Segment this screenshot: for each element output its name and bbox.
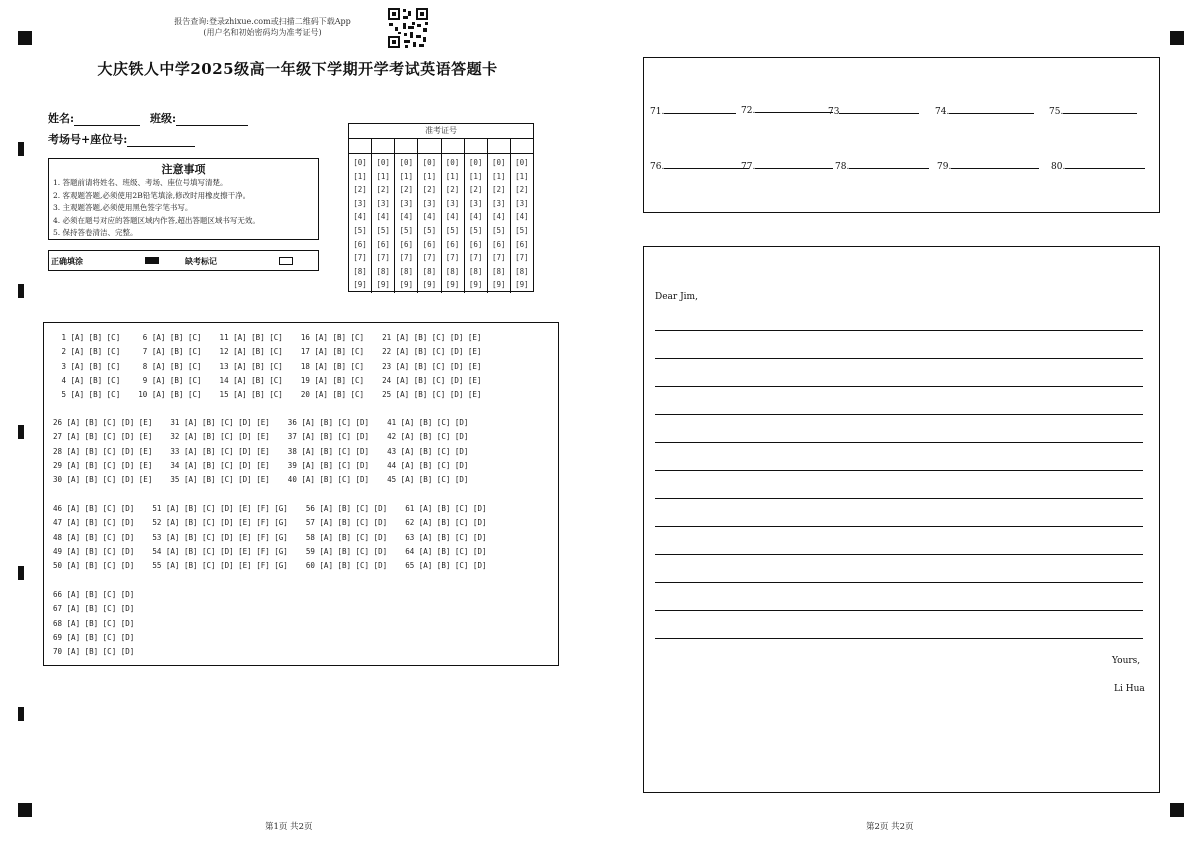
fill-in-blank-area (643, 57, 1160, 213)
admission-digit-column (395, 154, 418, 293)
fill-legend (48, 250, 319, 271)
admission-digit-bubble[interactable]: [4] (492, 212, 506, 222)
page-number-right: 第2页 共2页 (866, 822, 914, 832)
notice-title: 注意事项 (161, 163, 206, 176)
fill-blank-item[interactable] (1051, 159, 1145, 172)
admission-digit-bubble[interactable]: [6] (445, 239, 460, 249)
essay-signature: Li Hua (1114, 684, 1145, 694)
essay-writing-line[interactable] (655, 498, 1143, 499)
fill-blank-line[interactable] (664, 159, 749, 169)
alignment-marker (1170, 803, 1184, 817)
timing-mark (18, 284, 24, 298)
admission-digit-bubble[interactable]: [2] (468, 185, 483, 195)
admission-digit-bubble[interactable]: [8] (353, 266, 367, 276)
admission-digit-bubble[interactable]: [8] (399, 266, 414, 276)
choice-question-row[interactable]: 28 [A] [B] [C] [D] [E] 33 [A] [B] [C] [D] [E] 38 [A] [B] [C] [D] 43 [A] [B] [C] [D] (53, 446, 469, 456)
admission-digit-bubble[interactable]: [1] (399, 171, 414, 181)
fill-blank-number: 79. (937, 162, 952, 172)
admission-digit-bubble[interactable]: [3] (445, 198, 460, 208)
choice-question-row[interactable]: 27 [A] [B] [C] [D] [E] 32 [A] [B] [C] [D] [E] 37 [A] [B] [C] [D] 42 [A] [B] [C] [D] (53, 432, 469, 442)
essay-salutation: Dear Jim, (655, 292, 698, 302)
admission-digit-bubble[interactable]: [0] (399, 158, 414, 167)
choice-question-row[interactable]: 50 [A] [B] [C] [D] 55 [A] [B] [C] [D] [E] [F] [G] 60 [A] [B] [C] [D] 65 [A] [B] [C] [D] (53, 561, 487, 571)
admission-digit-bubble[interactable]: [5] (492, 225, 506, 235)
fill-blank-line[interactable] (949, 104, 1034, 114)
fill-blank-item[interactable] (828, 104, 919, 117)
essay-writing-line[interactable] (655, 358, 1143, 359)
multiple-choice-area (43, 322, 559, 666)
admission-digit-column (372, 154, 395, 293)
fill-blank-line[interactable] (755, 159, 833, 169)
fill-blank-number: 73 (828, 107, 840, 117)
fill-blank-item[interactable] (937, 159, 1039, 172)
admission-digit-bubble[interactable]: [5] (445, 225, 460, 235)
admission-digit-bubble[interactable]: [7] (468, 253, 483, 263)
name-label: 姓名: (48, 112, 75, 125)
admission-digit-bubble[interactable]: [7] (353, 253, 367, 263)
essay-writing-line[interactable] (655, 330, 1143, 331)
admission-digit-input[interactable] (465, 139, 488, 153)
fill-blank-item[interactable] (935, 104, 1034, 117)
admission-digit-bubble[interactable]: [4] (422, 212, 437, 222)
admission-digit-bubble[interactable]: [3] (468, 198, 483, 208)
admission-number-title: 准考证号 (349, 124, 533, 139)
choice-question-row[interactable]: 3 [A] [B] [C] 8 [A] [B] [C] 13 [A] [B] [C] 18 [A] [B] [C] 23 [A] [B] [C] [D] [E] (57, 361, 482, 371)
fill-blank-item[interactable] (741, 159, 833, 172)
essay-writing-line[interactable] (655, 442, 1143, 443)
admission-digit-bubble[interactable]: [9] (492, 280, 506, 290)
class-label: 班级: (150, 112, 177, 125)
admission-digit-input[interactable] (372, 139, 395, 153)
admission-digit-column (418, 154, 441, 293)
admission-digit-bubble[interactable]: [1] (492, 171, 506, 181)
fill-blank-number: 75. (1049, 107, 1064, 117)
admission-digit-bubble[interactable]: [2] (492, 185, 506, 195)
admission-digit-bubble[interactable]: [7] (422, 253, 437, 263)
alignment-marker (18, 31, 32, 45)
report-query-note (160, 16, 365, 38)
admission-digit-bubble[interactable]: [9] (399, 280, 414, 290)
admission-digit-column (511, 154, 533, 293)
name-input-line[interactable] (74, 113, 140, 126)
essay-writing-area (643, 246, 1160, 793)
fill-blank-line[interactable] (664, 104, 736, 114)
admission-digit-bubble[interactable]: [6] (399, 239, 414, 249)
admission-digit-bubble[interactable]: [6] (353, 239, 367, 249)
essay-writing-line[interactable] (655, 470, 1143, 471)
admission-digit-bubble[interactable]: [8] (445, 266, 460, 276)
admission-digit-bubble[interactable]: [0] (445, 158, 460, 167)
notice-item: 1. 答题前请将姓名、班级、考场、座位号填写清楚。 (53, 178, 228, 187)
admission-digit-bubble[interactable]: [7] (376, 253, 390, 263)
login-hint-line: (用户名和初始密码均为准考证号) (203, 28, 322, 37)
page-number-left: 第1页 共2页 (265, 822, 313, 832)
fill-blank-line[interactable] (849, 159, 929, 169)
admission-digit-bubble[interactable]: [1] (376, 171, 390, 181)
correct-fill-label: 正确填涂 (51, 256, 83, 266)
admission-digit-bubble[interactable]: [8] (376, 266, 390, 276)
notice-item: 4. 必须在题号对应的答题区域内作答,超出答题区域书写无效。 (53, 215, 260, 225)
admission-digit-bubble[interactable]: [1] (422, 171, 437, 181)
choice-question-row[interactable]: 67 [A] [B] [C] [D] (53, 604, 135, 614)
admission-digit-bubble[interactable]: [2] (399, 185, 414, 195)
admission-digit-column (349, 154, 372, 293)
notice-item: 2. 客观题答题,必须使用2B铅笔填涂,修改时用橡皮擦干净。 (53, 190, 251, 200)
admission-digit-bubble[interactable]: [2] (353, 185, 367, 195)
choice-question-row[interactable]: 30 [A] [B] [C] [D] [E] 35 [A] [B] [C] [D] [E] 40 [A] [B] [C] [D] 45 [A] [B] [C] [D] (53, 475, 469, 485)
fill-blank-line[interactable] (1065, 159, 1145, 169)
admission-digit-bubble[interactable]: [9] (376, 280, 390, 290)
admission-digit-bubble[interactable]: [6] (515, 239, 529, 249)
admission-digit-bubble[interactable]: [1] (515, 171, 529, 181)
name-field[interactable] (48, 110, 140, 126)
admission-digit-bubble[interactable]: [0] (376, 158, 390, 167)
essay-writing-line[interactable] (655, 638, 1143, 639)
admission-digit-bubble[interactable]: [7] (445, 253, 460, 263)
admission-number-grid (348, 123, 534, 292)
admission-digit-bubble[interactable]: [5] (515, 225, 529, 235)
choice-question-row[interactable]: 29 [A] [B] [C] [D] [E] 34 [A] [B] [C] [D] [E] 39 [A] [B] [C] [D] 44 [A] [B] [C] [D] (53, 460, 469, 470)
correct-fill-sample (145, 257, 159, 264)
admission-digit-input[interactable] (349, 139, 372, 153)
fill-blank-number: 77. (741, 162, 756, 172)
admission-digit-bubble[interactable]: [3] (399, 198, 414, 208)
admission-digit-bubble[interactable]: [9] (445, 280, 460, 290)
admission-digit-bubble[interactable]: [0] (468, 158, 483, 167)
class-field[interactable] (150, 110, 248, 126)
fill-blank-line[interactable] (1063, 104, 1137, 114)
admission-digit-column (465, 154, 488, 293)
choice-question-row[interactable]: 48 [A] [B] [C] [D] 53 [A] [B] [C] [D] [E] [F] [G] 58 [A] [B] [C] [D] 63 [A] [B] [C] [D] (53, 532, 487, 542)
admission-digit-bubble[interactable]: [4] (399, 212, 414, 222)
alignment-marker (18, 803, 32, 817)
admission-number-input-row (349, 139, 533, 154)
admission-digit-bubble[interactable]: [8] (515, 266, 529, 276)
admission-digit-bubble[interactable]: [6] (492, 239, 506, 249)
notice-box (48, 158, 319, 240)
fill-blank-item[interactable] (741, 103, 833, 116)
admission-digit-bubble[interactable]: [0] (422, 158, 437, 167)
admission-digit-bubble[interactable]: [7] (399, 253, 414, 263)
admission-digit-bubble[interactable]: [3] (515, 198, 529, 208)
admission-digit-column (442, 154, 465, 293)
admission-digit-bubble[interactable]: [3] (353, 198, 367, 208)
room-seat-input-line[interactable] (127, 134, 195, 147)
admission-digit-bubble[interactable]: [6] (376, 239, 390, 249)
admission-digit-bubble[interactable]: [6] (468, 239, 483, 249)
choice-question-row[interactable]: 47 [A] [B] [C] [D] 52 [A] [B] [C] [D] [E] [F] [G] 57 [A] [B] [C] [D] 62 [A] [B] [C] [D] (53, 518, 487, 528)
admission-digit-bubble[interactable]: [1] (468, 171, 483, 181)
fill-blank-number: 80. (1051, 162, 1066, 172)
admission-digit-bubble[interactable]: [0] (353, 158, 367, 167)
admission-digit-input[interactable] (488, 139, 511, 153)
admission-digit-bubble[interactable]: [5] (422, 225, 437, 235)
admission-digit-bubble[interactable]: [5] (399, 225, 414, 235)
choice-question-row[interactable]: 68 [A] [B] [C] [D] (53, 618, 135, 628)
choice-question-row[interactable]: 46 [A] [B] [C] [D] 51 [A] [B] [C] [D] [E] [F] [G] 56 [A] [B] [C] [D] 61 [A] [B] [C] [D] (53, 504, 487, 513)
timing-mark (18, 566, 24, 580)
admission-digit-bubble[interactable]: [8] (492, 266, 506, 276)
choice-question-row[interactable]: 1 [A] [B] [C] 6 [A] [B] [C] 11 [A] [B] [C] 16 [A] [B] [C] 21 [A] [B] [C] [D] [E] (57, 333, 482, 342)
admission-digit-bubble[interactable]: [4] (353, 212, 367, 222)
admission-digit-bubble[interactable]: [9] (468, 280, 483, 290)
choice-question-row[interactable]: 5 [A] [B] [C] 10 [A] [B] [C] 15 [A] [B] [C] 20 [A] [B] [C] 25 [A] [B] [C] [D] [E] (57, 390, 482, 400)
absent-mark-box[interactable] (279, 257, 293, 265)
choice-question-row[interactable]: 69 [A] [B] [C] [D] (53, 632, 135, 642)
admission-digit-bubble[interactable]: [0] (515, 158, 529, 167)
timing-mark (18, 707, 24, 721)
admission-digit-bubble[interactable]: [5] (376, 225, 390, 235)
qr-code-icon[interactable] (387, 7, 429, 49)
admission-digit-bubble[interactable]: [0] (492, 158, 506, 167)
admission-digit-bubble[interactable]: [2] (445, 185, 460, 195)
admission-digit-bubble[interactable]: [8] (422, 266, 437, 276)
admission-digit-input[interactable] (418, 139, 441, 153)
choice-question-row[interactable]: 70 [A] [B] [C] [D] (53, 647, 135, 657)
choice-question-row[interactable]: 2 [A] [B] [C] 7 [A] [B] [C] 12 [A] [B] [C] 17 [A] [B] [C] 22 [A] [B] [C] [D] [E] (57, 347, 482, 357)
essay-closing: Yours, (1112, 656, 1141, 666)
report-query-line: 报告查询:登录zhixue.com或扫描二维码下载App (174, 17, 351, 26)
admission-digit-bubble[interactable]: [3] (376, 198, 390, 208)
room-seat-field[interactable] (48, 131, 195, 147)
fill-blank-item[interactable] (650, 104, 736, 117)
essay-writing-line[interactable] (655, 554, 1143, 555)
fill-blank-line[interactable] (839, 104, 919, 114)
fill-blank-item[interactable] (650, 159, 749, 172)
admission-digit-bubble[interactable]: [5] (468, 225, 483, 235)
admission-digit-bubble[interactable]: [2] (376, 185, 390, 195)
admission-bubble-columns (349, 154, 533, 293)
alignment-marker (1170, 31, 1184, 45)
admission-digit-bubble[interactable]: [3] (422, 198, 437, 208)
admission-digit-bubble[interactable]: [9] (422, 280, 437, 290)
fill-blank-line[interactable] (951, 159, 1039, 169)
fill-blank-number: 74. (935, 107, 950, 117)
fill-blank-number: 76. (650, 162, 665, 172)
admission-digit-input[interactable] (395, 139, 418, 153)
admission-digit-bubble[interactable]: [9] (515, 280, 529, 290)
class-input-line[interactable] (176, 113, 248, 126)
admission-digit-bubble[interactable]: [9] (353, 280, 367, 290)
admission-digit-bubble[interactable]: [1] (353, 171, 367, 181)
choice-question-row[interactable]: 49 [A] [B] [C] [D] 54 [A] [B] [C] [D] [E] [F] [G] 59 [A] [B] [C] [D] 64 [A] [B] [C] [D] (53, 546, 487, 556)
admission-digit-input[interactable] (511, 139, 533, 153)
admission-digit-bubble[interactable]: [2] (422, 185, 437, 195)
timing-mark (18, 142, 24, 156)
admission-digit-bubble[interactable]: [1] (445, 171, 460, 181)
choice-question-row[interactable]: 4 [A] [B] [C] 9 [A] [B] [C] 14 [A] [B] [C] 19 [A] [B] [C] 24 [A] [B] [C] [D] [E] (57, 375, 482, 385)
admission-digit-bubble[interactable]: [4] (515, 212, 529, 222)
fill-blank-number: 71. (650, 107, 665, 117)
admission-digit-bubble[interactable]: [3] (492, 198, 506, 208)
admission-digit-bubble[interactable]: [6] (422, 239, 437, 249)
fill-blank-number: 72. (741, 106, 756, 116)
essay-writing-line[interactable] (655, 414, 1143, 415)
notice-item: 5. 保持答卷清洁、完整。 (53, 228, 138, 237)
room-seat-label: 考场号+座位号: (48, 133, 128, 146)
absent-mark-label: 缺考标记 (185, 256, 217, 266)
admission-digit-bubble[interactable]: [8] (468, 266, 483, 276)
admission-digit-column (488, 154, 511, 293)
notice-item: 3. 主观题答题,必须使用黑色签字笔书写。 (53, 203, 193, 212)
timing-mark (18, 425, 24, 439)
essay-writing-line[interactable] (655, 526, 1143, 527)
admission-digit-bubble[interactable]: [4] (445, 212, 460, 222)
essay-writing-line[interactable] (655, 386, 1143, 387)
essay-writing-line[interactable] (655, 582, 1143, 583)
admission-digit-bubble[interactable]: [7] (492, 253, 506, 263)
fill-blank-number: 78. (835, 162, 850, 172)
exam-title: 大庆铁人中学2025级高一年级下学期开学考试英语答题卡 (97, 60, 498, 78)
admission-digit-bubble[interactable]: [2] (515, 185, 529, 195)
fill-blank-item[interactable] (1049, 104, 1137, 117)
admission-digit-bubble[interactable]: [5] (353, 225, 367, 235)
fill-blank-item[interactable] (835, 159, 929, 172)
fill-blank-line[interactable] (755, 103, 833, 113)
essay-writing-line[interactable] (655, 610, 1143, 611)
admission-digit-bubble[interactable]: [7] (515, 253, 529, 263)
choice-question-row[interactable]: 66 [A] [B] [C] [D] (53, 590, 135, 599)
admission-digit-input[interactable] (442, 139, 465, 153)
choice-question-row[interactable]: 26 [A] [B] [C] [D] [E] 31 [A] [B] [C] [D] [E] 36 [A] [B] [C] [D] 41 [A] [B] [C] [D] (53, 418, 469, 427)
admission-digit-bubble[interactable]: [4] (376, 212, 390, 222)
admission-digit-bubble[interactable]: [4] (468, 212, 483, 222)
